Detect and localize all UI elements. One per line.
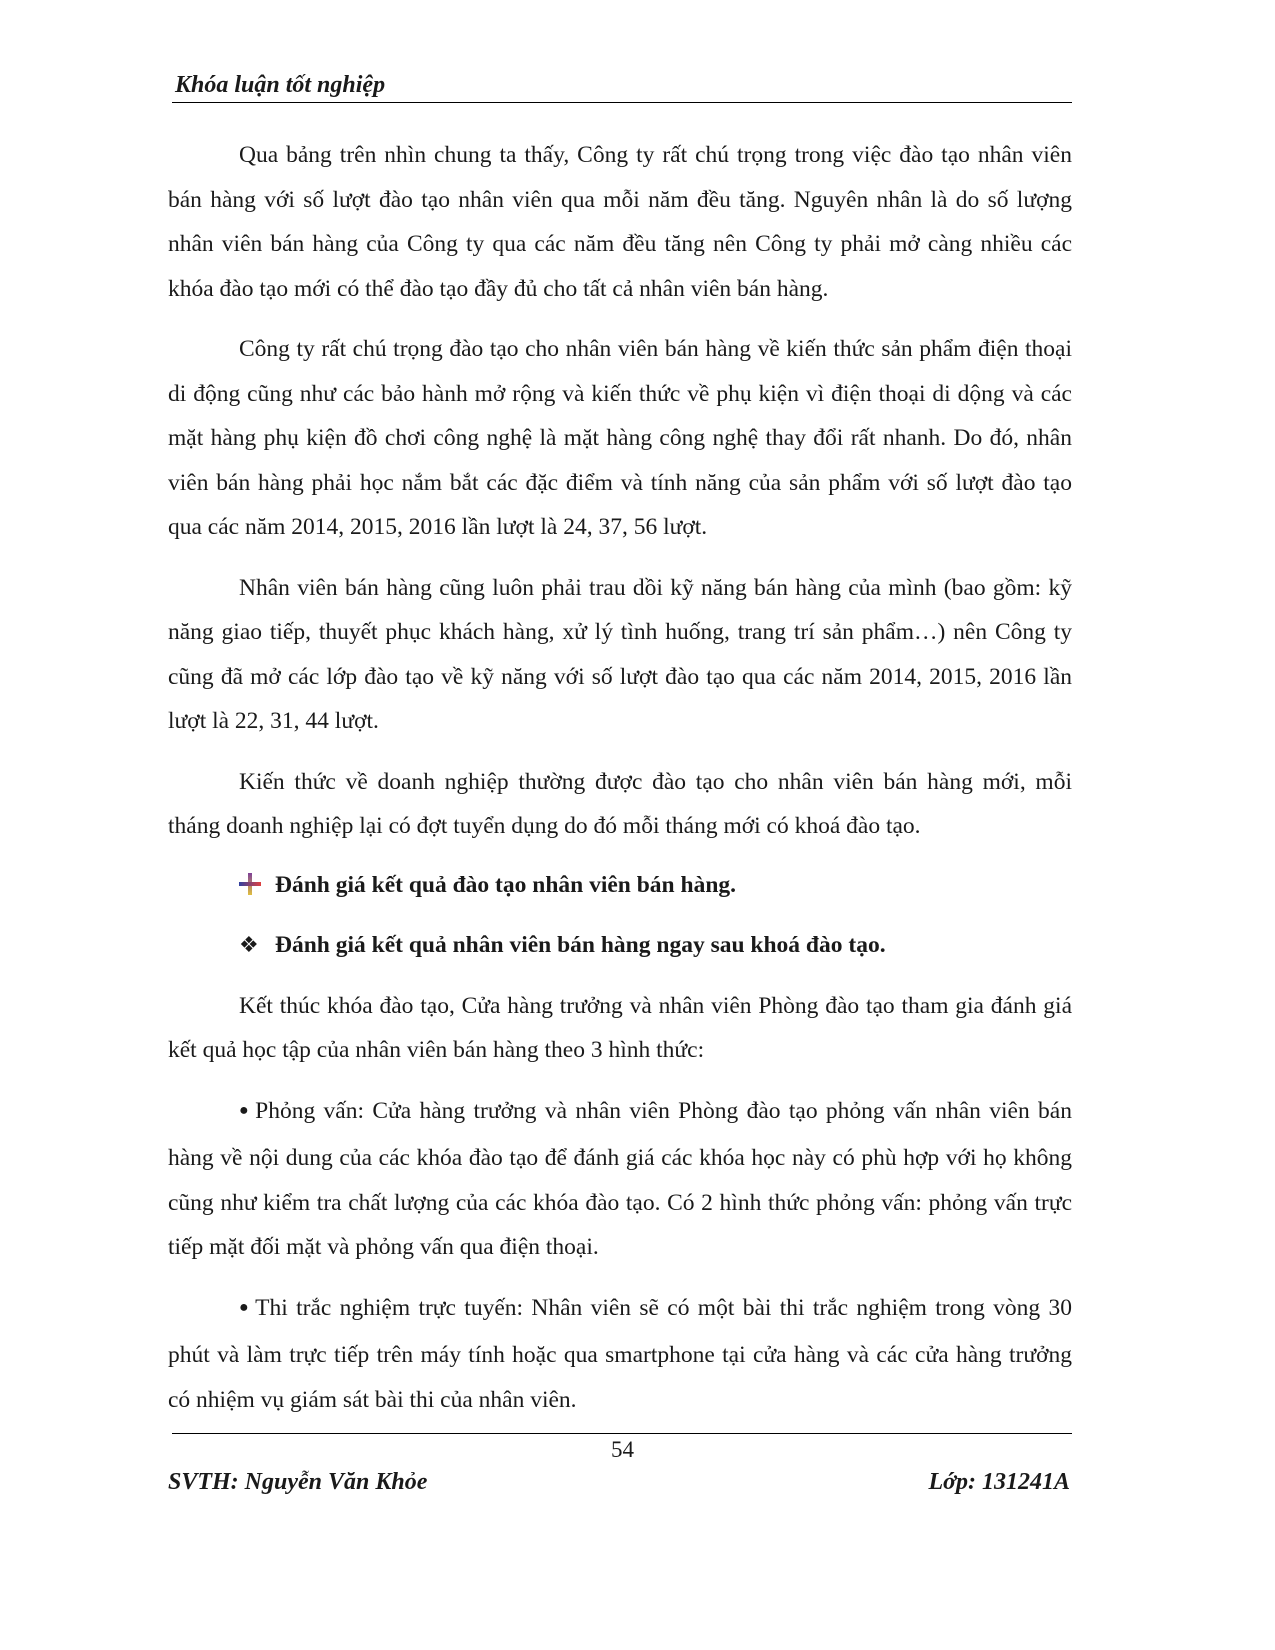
plus-bullet-icon — [239, 863, 261, 908]
body-paragraph: Công ty rất chú trọng đào tạo cho nhân viên bán hàng về kiến thức sản phẩm điện thoại di động cũng như các bảo hành mở rộng và kiến thức về phụ kiện vì điện thoại di dộng và các mặt hàng phụ kiện đồ chơi công nghệ là mặt hàng công nghệ thay đổi rất nhanh. Do đó, nhân viên bán hàng phải học nắm bắt các đặc điểm và tính năng của sản phẩm với số lượt đào tạo qua các năm 2014, 2015, 2016 lần lượt là 24, 37, 56 lượt. — [168, 336, 1072, 540]
subsection-heading — [168, 923, 1072, 968]
bullet-dot-icon: ● — [239, 1298, 252, 1316]
bullet-dot-icon: ● — [239, 1101, 252, 1119]
header-title: Khóa luận tốt nghiệp — [175, 72, 386, 98]
section-heading — [168, 863, 1072, 908]
page-body — [168, 133, 1072, 1438]
body-paragraph: Qua bảng trên nhìn chung ta thấy, Công ty rất chú trọng trong việc đào tạo nhân viên bán hàng với số lượt đào tạo nhân viên qua mỗi năm đều tăng. Nguyên nhân là do số lượng nhân viên bán hàng của Công ty qua các năm đều tăng nên Công ty phải mở càng nhiều các khóa đào tạo mới có thể đào tạo đầy đủ cho tất cả nhân viên bán hàng. — [168, 142, 1072, 302]
subsection-heading-text: Đánh giá kết quả nhân viên bán hàng ngay sau khoá đào tạo. — [275, 932, 886, 958]
bullet-item-text: Thi trắc nghiệm trực tuyến: Nhân viên sẽ có một bài thi trắc nghiệm trong vòng 30 phút và làm trực tiếp trên máy tính hoặc qua smartphone tại cửa hàng và các cửa hàng trưởng có nhiệm vụ giám sát bài thi của nhân viên. — [168, 1294, 1072, 1413]
body-paragraph: Kiến thức về doanh nghiệp thường được đào tạo cho nhân viên bán hàng mới, mỗi tháng doanh nghiệp lại có đợt tuyển dụng do đó mỗi tháng mới có khoá đào tạo. — [168, 768, 1072, 839]
body-paragraph: Nhân viên bán hàng cũng luôn phải trau dồi kỹ năng bán hàng của mình (bao gồm: kỹ năng giao tiếp, thuyết phục khách hàng, xử lý tình huống, trang trí sản phẩm…) nên Công ty cũng đã mở các lớp đào tạo về kỹ năng với số lượt đào tạo qua các năm 2014, 2015, 2016 lần lượt là 22, 31, 44 lượt. — [168, 574, 1072, 734]
body-paragraph: Kết thúc khóa đào tạo, Cửa hàng trưởng và nhân viên Phòng đào tạo tham gia đánh giá kết quả học tập của nhân viên bán hàng theo 3 hình thức: — [168, 992, 1072, 1063]
header-divider — [172, 102, 1072, 103]
diamond-bullet-icon: ❖ — [239, 932, 259, 957]
footer-divider — [172, 1433, 1072, 1434]
section-heading-text: Đánh giá kết quả đào tạo nhân viên bán hàng. — [275, 871, 737, 898]
footer-class: Lớp: 131241A — [928, 1469, 1070, 1495]
footer-student: SVTH: Nguyễn Văn Khỏe — [168, 1469, 428, 1495]
bullet-item-text: Phỏng vấn: Cửa hàng trưởng và nhân viên Phòng đào tạo phỏng vấn nhân viên bán hàng về nội dung của các khóa đào tạo để đánh giá các khóa học này có phù hợp với họ không cũng như kiểm tra chất lượng của các khóa đào tạo. Có 2 hình thức phỏng vấn: phỏng vấn trực tiếp mặt đối mặt và phỏng vấn qua điện thoại. — [168, 1097, 1072, 1260]
bullet-item — [168, 1286, 1072, 1423]
bullet-item — [168, 1089, 1072, 1270]
page-number: 54 — [611, 1437, 634, 1462]
